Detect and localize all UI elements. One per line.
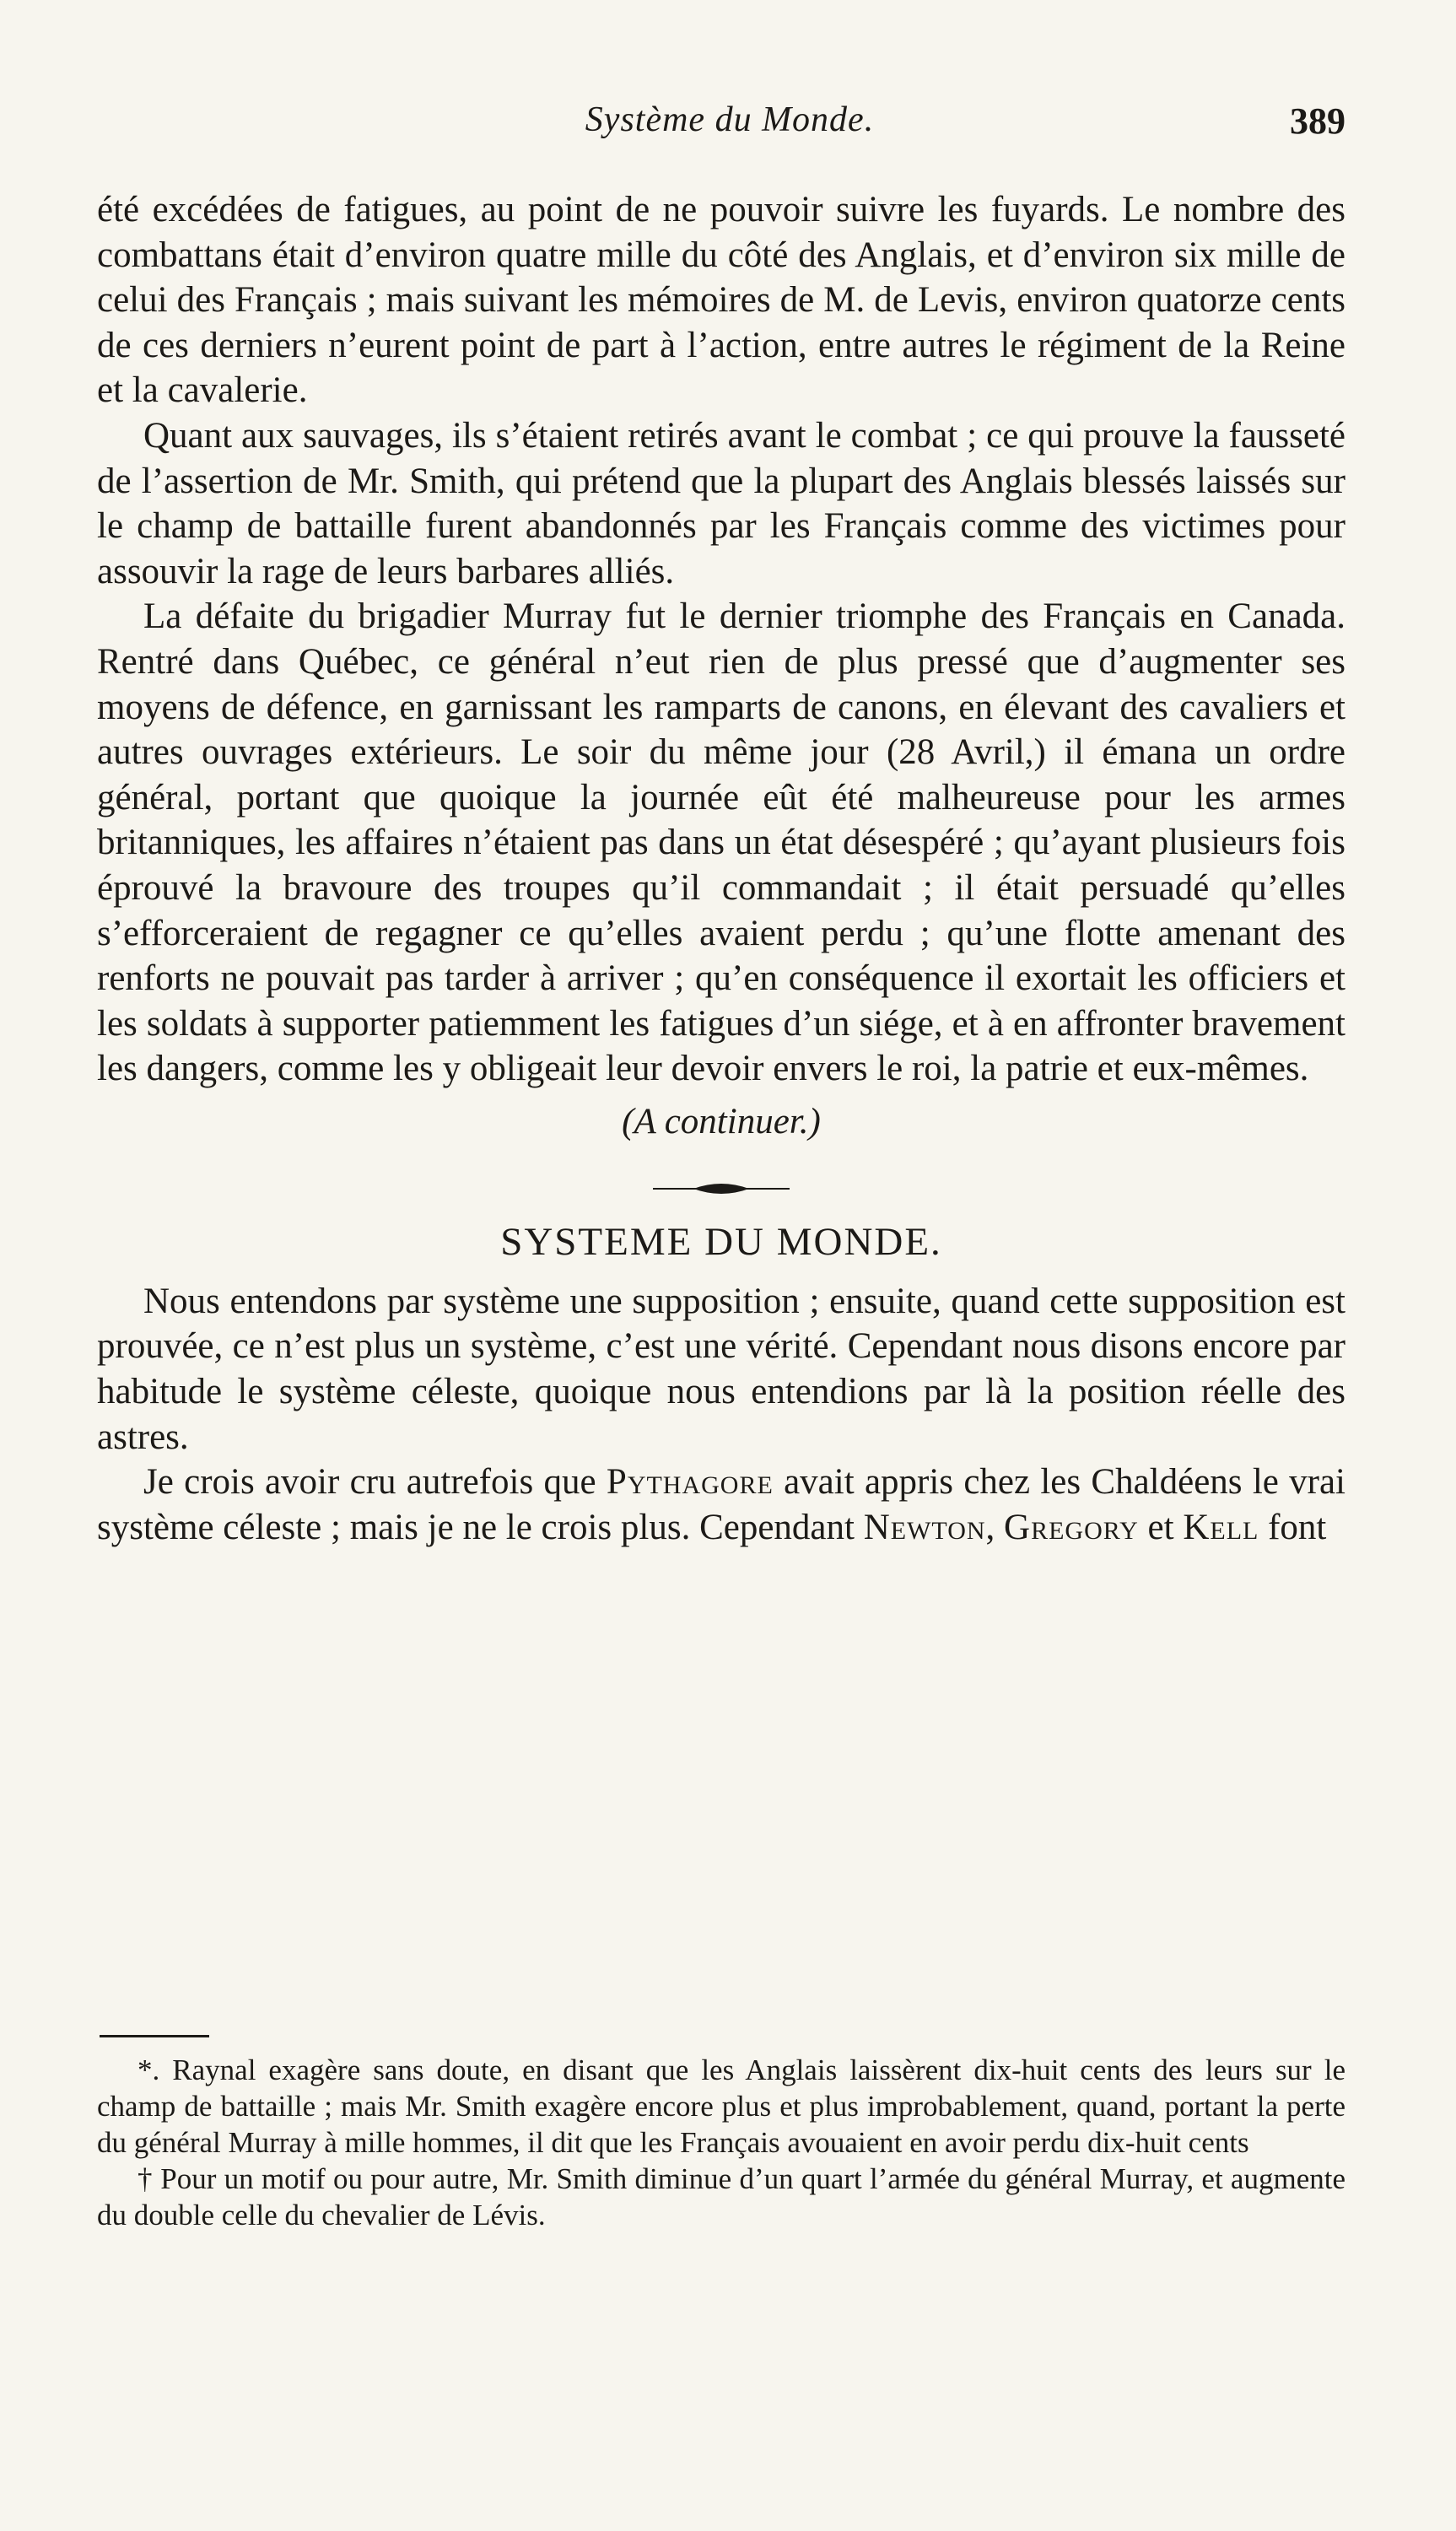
section-title: SYSTEME DU MONDE. bbox=[500, 1219, 942, 1264]
text-fragment: Je crois avoir cru autrefois que bbox=[143, 1462, 607, 1503]
text-fragment: , bbox=[985, 1507, 1005, 1547]
text-fragment: et bbox=[1138, 1507, 1184, 1547]
text-fragment: avait appris chez les Chaldéens le vrai système céleste ; mais je ne le crois plus. Cependant bbox=[97, 1462, 1345, 1547]
main-text bbox=[97, 187, 1345, 1550]
paragraph-systeme: Nous entendons par système une supposition ; ensuite, quand cette supposition est prouvée, ce n’est plus un système, c’est une vérité. Cependant nous disons encore par habitude le système céleste, quoique nous entendions par là la position réelle des astres. bbox=[97, 1281, 1345, 1457]
running-title: Système du Monde. bbox=[585, 100, 875, 139]
section-divider-ornament bbox=[97, 1176, 1345, 1201]
text-fragment: font bbox=[1259, 1507, 1327, 1547]
paragraph-continued: été excédées de fatigues, au point de ne pouvoir suivre les fuyards. Le nombre des combattans était d’environ quatre mille du côté des Anglais, et d’environ six mille de celui des Français ; mais suivant les mémoires de M. de Levis, environ quatorze cents de ces derniers n’eurent point de part à l’action, entre autres le régiment de la Reine et la cavalerie. bbox=[97, 190, 1345, 411]
paragraph-sauvages: Quant aux sauvages, ils s’étaient retirés avant le combat ; ce qui prouve la fausseté de l’assertion de Mr. Smith, qui prétend que la plupart des Anglais blessés laissés sur le champ de battaille furent abandonnés par les Français comme des victimes pour assouvir la rage de leurs barbares alliés. bbox=[97, 415, 1345, 591]
to-be-continued-note: (A continuer.) bbox=[622, 1101, 821, 1141]
footnote-asterisk: *. Raynal exagère sans doute, en disant que les Anglais laissèrent dix-huit cents des leurs sur le champ de battaille ; mais Mr. Smith exagère encore plus et plus improbablement, quand, portant la perte du général Murray à mille hommes, il dit que les Français avouaient en avoir perdu dix-huit cents bbox=[97, 2053, 1345, 2159]
footnote-separator bbox=[100, 2035, 209, 2037]
footnotes bbox=[97, 2052, 1345, 2233]
name-kell: Kell bbox=[1183, 1507, 1259, 1547]
page-number: 389 bbox=[1290, 100, 1345, 142]
name-newton: Newton bbox=[863, 1507, 986, 1547]
paragraph-pythagore bbox=[97, 1460, 1345, 1550]
footnote-dagger: † Pour un motif ou pour autre, Mr. Smith diminue d’un quart l’armée du général Murray, et augmente du double celle du chevalier de Lévis. bbox=[97, 2162, 1345, 2231]
name-pythagore: Pythagore bbox=[606, 1462, 774, 1503]
name-gregory: Gregory bbox=[1004, 1507, 1139, 1547]
page-header bbox=[97, 100, 1362, 150]
paragraph-defaite-murray: La défaite du brigadier Murray fut le dernier triomphe des Français en Canada. Rentré dans Québec, ce général n’eut rien de plus pressé que d’augmenter ses moyens de défence, en garnissant les ramparts de canons, en élevant des cavaliers et autres ouvrages extérieurs. Le soir du même jour (28 Avril,) il émana un ordre général, portant que quoique la journée eût été malheureuse pour les armes britanniques, les affaires n’étaient pas dans un état désespéré ; qu’ayant plusieurs fois éprouvé la bravoure des troupes qu’il commandait ; il était persuadé qu’elles s’efforceraient de regagner ce qu’elles avaient perdu ; qu’une flotte amenant des renforts ne pouvait pas tarder à arriver ; qu’en conséquence il exortait les officiers et les soldats à supporter patiemment les fatigues d’un siége, et à en affronter bravement les dangers, comme les y obligeait leur devoir envers le roi, la patrie et eux-mêmes. bbox=[97, 596, 1345, 1089]
ornament-rule-icon bbox=[650, 1176, 793, 1201]
